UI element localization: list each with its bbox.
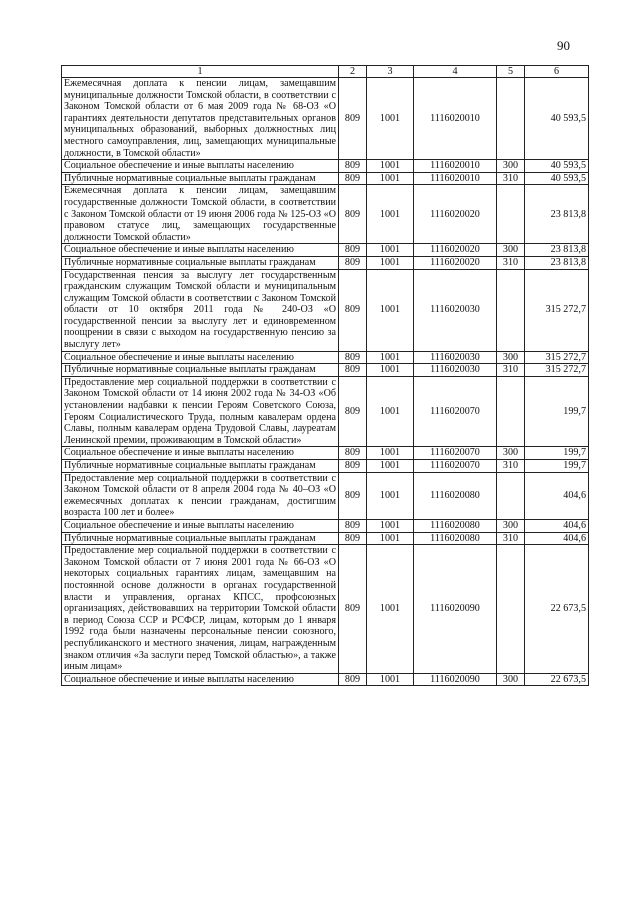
row-sum: 315 272,7	[525, 364, 589, 377]
row-vr	[497, 545, 525, 674]
table-body	[62, 78, 589, 686]
row-rz: 1001	[367, 364, 414, 377]
table-row	[62, 185, 589, 244]
row-rz: 1001	[367, 160, 414, 173]
row-ved: 809	[339, 244, 367, 257]
row-sum: 315 272,7	[525, 351, 589, 364]
table-row	[62, 351, 589, 364]
header-col-2: 2	[339, 66, 367, 78]
table-row	[62, 78, 589, 160]
table-row	[62, 269, 589, 351]
row-sum: 40 593,5	[525, 160, 589, 173]
row-rz: 1001	[367, 351, 414, 364]
row-vr	[497, 78, 525, 160]
row-vr: 300	[497, 673, 525, 686]
row-vr: 300	[497, 160, 525, 173]
row-name: Публичные нормативные социальные выплаты гражданам	[62, 532, 339, 545]
row-cs: 1116020020	[414, 244, 497, 257]
row-ved: 809	[339, 364, 367, 377]
row-rz: 1001	[367, 185, 414, 244]
row-name: Публичные нормативные социальные выплаты гражданам	[62, 256, 339, 269]
row-cs: 1116020080	[414, 519, 497, 532]
header-row	[62, 66, 589, 78]
row-vr: 300	[497, 351, 525, 364]
row-name: Социальное обеспечение и иные выплаты населению	[62, 160, 339, 173]
table-row	[62, 256, 589, 269]
table-row	[62, 172, 589, 185]
row-rz: 1001	[367, 78, 414, 160]
row-ved: 809	[339, 519, 367, 532]
row-vr: 300	[497, 244, 525, 257]
row-sum: 22 673,5	[525, 545, 589, 674]
row-name: Публичные нормативные социальные выплаты гражданам	[62, 364, 339, 377]
row-sum: 199,7	[525, 376, 589, 447]
row-cs: 1116020010	[414, 78, 497, 160]
row-rz: 1001	[367, 545, 414, 674]
row-sum: 22 673,5	[525, 673, 589, 686]
row-cs: 1116020030	[414, 364, 497, 377]
table-row	[62, 519, 589, 532]
row-vr: 310	[497, 364, 525, 377]
row-name: Ежемесячная доплата к пенсии лицам, замещавшим государственные должности Томской области, в соответствии с Законом Томской области от 19 июня 2006 года № 125-ОЗ «О правовом статусе лиц, замещающих государственные должности Томской области»	[62, 185, 339, 244]
row-ved: 809	[339, 256, 367, 269]
row-rz: 1001	[367, 472, 414, 519]
table-row	[62, 376, 589, 447]
row-name: Предоставление мер социальной поддержки в соответствии с Законом Томской области от 7 июня 2001 года № 66-ОЗ «О некоторых социальных гарантиях лицам, замещавшим на постоянной основе должности в органах государственной власти и управления, органах КПСС, профсоюзных организациях, действовавших на территории Томской области в период Союза ССР и РСФСР, лицам, которым до 1 января 1992 года были назначены персональные пенсии союзного, республиканского и местного значения, лицам, награжденным знаком отличия «За заслуги перед Томской областью», а также иным лицам»	[62, 545, 339, 674]
row-ved: 809	[339, 269, 367, 351]
row-vr: 310	[497, 532, 525, 545]
row-cs: 1116020070	[414, 447, 497, 460]
row-vr: 310	[497, 172, 525, 185]
table-row	[62, 160, 589, 173]
table-row	[62, 447, 589, 460]
row-name: Социальное обеспечение и иные выплаты населению	[62, 673, 339, 686]
row-name: Публичные нормативные социальные выплаты гражданам	[62, 460, 339, 473]
row-rz: 1001	[367, 532, 414, 545]
table-row	[62, 244, 589, 257]
row-name: Социальное обеспечение и иные выплаты населению	[62, 519, 339, 532]
row-sum: 315 272,7	[525, 269, 589, 351]
header-col-4: 4	[414, 66, 497, 78]
row-rz: 1001	[367, 256, 414, 269]
row-ved: 809	[339, 472, 367, 519]
row-name: Публичные нормативные социальные выплаты гражданам	[62, 172, 339, 185]
row-rz: 1001	[367, 447, 414, 460]
row-name: Государственная пенсия за выслугу лет государственным гражданским служащим Томской области и муниципальным служащим Томской области в соответствии с Законом Томской области от 10 октября 2011 года № 240-ОЗ «О государственной пенсии за выслугу лет и единовременном поощрении в связи с выходом на государственную пенсию за выслугу лет»	[62, 269, 339, 351]
row-vr	[497, 376, 525, 447]
row-sum: 23 813,8	[525, 244, 589, 257]
row-vr: 300	[497, 519, 525, 532]
row-cs: 1116020020	[414, 185, 497, 244]
row-vr: 310	[497, 460, 525, 473]
row-ved: 809	[339, 185, 367, 244]
row-vr	[497, 185, 525, 244]
row-rz: 1001	[367, 244, 414, 257]
row-ved: 809	[339, 460, 367, 473]
row-ved: 809	[339, 532, 367, 545]
row-cs: 1116020080	[414, 532, 497, 545]
table-row	[62, 545, 589, 674]
row-vr: 300	[497, 447, 525, 460]
row-sum: 23 813,8	[525, 185, 589, 244]
row-ved: 809	[339, 351, 367, 364]
row-vr	[497, 269, 525, 351]
row-sum: 199,7	[525, 447, 589, 460]
row-cs: 1116020090	[414, 545, 497, 674]
header-col-3: 3	[367, 66, 414, 78]
row-sum: 40 593,5	[525, 78, 589, 160]
row-ved: 809	[339, 160, 367, 173]
header-col-1: 1	[62, 66, 339, 78]
table-row	[62, 364, 589, 377]
row-sum: 40 593,5	[525, 172, 589, 185]
row-sum: 23 813,8	[525, 256, 589, 269]
row-vr	[497, 472, 525, 519]
row-ved: 809	[339, 78, 367, 160]
row-cs: 1116020030	[414, 269, 497, 351]
row-sum: 404,6	[525, 532, 589, 545]
table-row	[62, 532, 589, 545]
table-row	[62, 673, 589, 686]
row-cs: 1116020020	[414, 256, 497, 269]
row-ved: 809	[339, 673, 367, 686]
row-name: Социальное обеспечение и иные выплаты населению	[62, 447, 339, 460]
row-cs: 1116020070	[414, 460, 497, 473]
budget-table	[61, 65, 589, 686]
row-ved: 809	[339, 172, 367, 185]
row-name: Социальное обеспечение и иные выплаты населению	[62, 244, 339, 257]
table-header	[62, 66, 589, 78]
row-rz: 1001	[367, 269, 414, 351]
row-rz: 1001	[367, 519, 414, 532]
row-rz: 1001	[367, 172, 414, 185]
row-rz: 1001	[367, 673, 414, 686]
row-sum: 199,7	[525, 460, 589, 473]
row-name: Социальное обеспечение и иные выплаты населению	[62, 351, 339, 364]
row-vr: 310	[497, 256, 525, 269]
row-ved: 809	[339, 447, 367, 460]
row-cs: 1116020080	[414, 472, 497, 519]
row-rz: 1001	[367, 460, 414, 473]
row-name: Ежемесячная доплата к пенсии лицам, замещавшим муниципальные должности Томской области, в соответствии с Законом Томской области от 6 мая 2009 года № 68-ОЗ «О гарантиях деятельности депутатов представительных органов муниципальных образований, выборных должностных лиц местного самоуправления, лиц, замещающих муниципальные должности, в Томской области»	[62, 78, 339, 160]
table-row	[62, 472, 589, 519]
table-row	[62, 460, 589, 473]
header-col-5: 5	[497, 66, 525, 78]
row-cs: 1116020090	[414, 673, 497, 686]
header-col-6: 6	[525, 66, 589, 78]
row-ved: 809	[339, 376, 367, 447]
row-rz: 1001	[367, 376, 414, 447]
row-name: Предоставление мер социальной поддержки в соответствии с Законом Томской области от 14 июня 2002 года № 34-ОЗ «Об установлении надбавки к пенсии Героям Советского Союза, Героям Социалистического Труда, полным кавалерам ордена Славы, полным кавалерам ордена Трудовой Славы, лауреатам Ленинской премии, проживающим в Томской области»	[62, 376, 339, 447]
row-sum: 404,6	[525, 519, 589, 532]
row-cs: 1116020010	[414, 160, 497, 173]
row-cs: 1116020030	[414, 351, 497, 364]
page-number: 90	[557, 38, 570, 53]
row-cs: 1116020070	[414, 376, 497, 447]
row-name: Предоставление мер социальной поддержки в соответствии с Законом Томской области от 8 апреля 2004 года № 40–ОЗ «О ежемесячных доплатах к пенсии гражданам, достигшим возраста 100 лет и более»	[62, 472, 339, 519]
row-ved: 809	[339, 545, 367, 674]
row-cs: 1116020010	[414, 172, 497, 185]
row-sum: 404,6	[525, 472, 589, 519]
